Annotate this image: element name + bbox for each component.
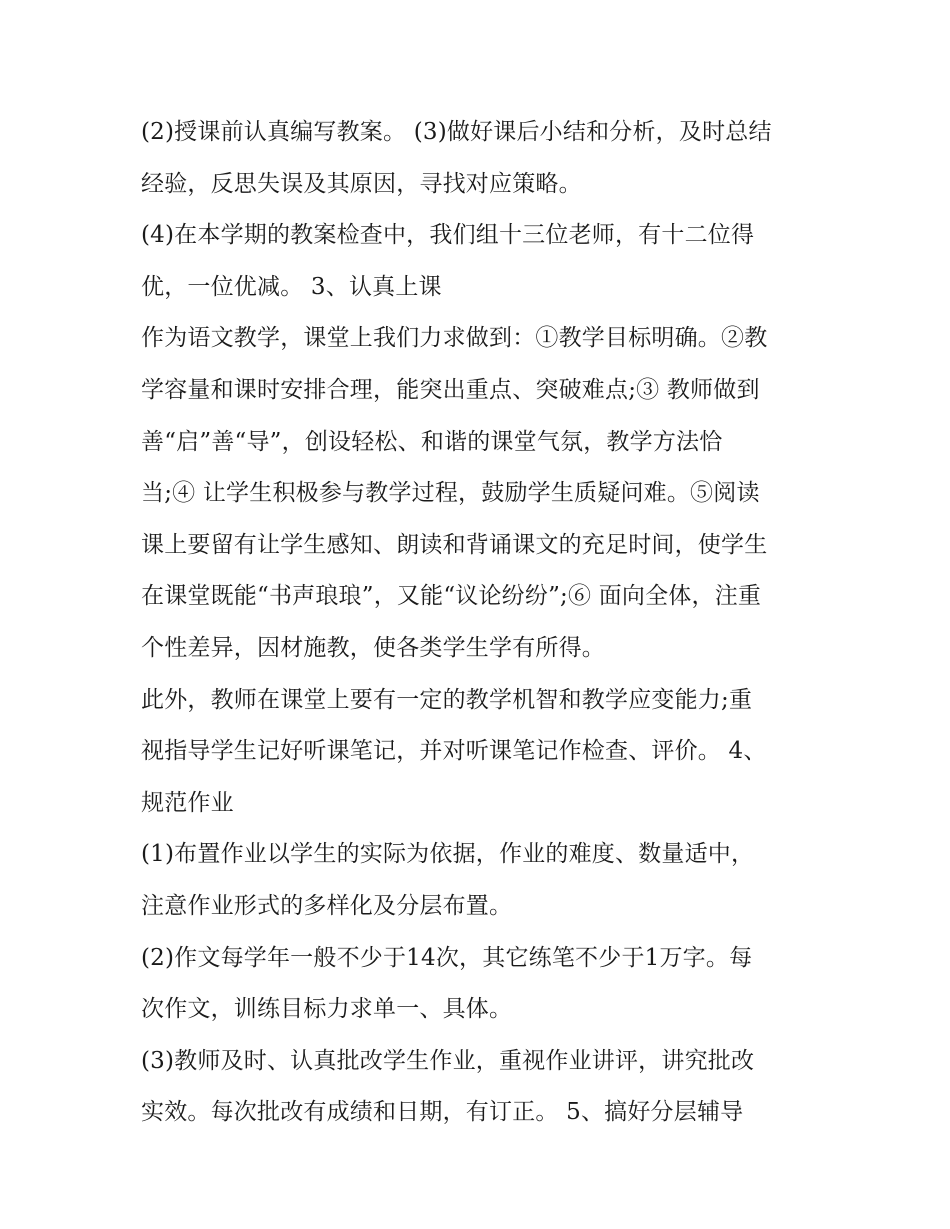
text-line: 作为语文教学，课堂上我们力求做到：①教学目标明确。②教 xyxy=(141,325,768,352)
text-line: 视指导学生记好听课笔记，并对听课笔记作检查、评价。 4、 xyxy=(141,738,767,765)
text-line: (3)教师及时、认真批改学生作业，重视作业讲评，讲究批改 xyxy=(141,1047,755,1074)
text-line: 在课堂既能“书声琅琅”，又能“议论纷纷”;⑥ 面向全体，注重 xyxy=(141,583,762,610)
text-line: 优，一位优减。 3、认真上课 xyxy=(141,273,442,300)
text-line: 经验，反思失误及其原因，寻找对应策略。 xyxy=(141,170,582,197)
text-line: (4)在本学期的教案检查中，我们组十三位老师，有十二位得 xyxy=(141,222,755,249)
text-line: 个性差异，因材施教，使各类学生学有所得。 xyxy=(141,634,605,661)
text-line: 善“启”善“导”，创设轻松、和谐的课堂气氛，教学方法恰 xyxy=(141,428,723,455)
document-body xyxy=(141,107,821,1139)
text-line: 此外，教师在课堂上要有一定的教学机智和教学应变能力;重 xyxy=(141,686,753,713)
text-line: (2)作文每学年一般不少于14次，其它练笔不少于1万字。每 xyxy=(141,944,753,971)
text-line: (2)授课前认真编写教案。 (3)做好课后小结和分析，及时总结 xyxy=(141,119,772,145)
text-line: 课上要留有让学生感知、朗读和背诵课文的充足时间，使学生 xyxy=(141,531,768,558)
text-line: 次作文，训练目标力求单一、具体。 xyxy=(141,996,513,1023)
text-line: 注意作业形式的多样化及分层布置。 xyxy=(141,892,513,919)
text-line: 实效。每次批改有成绩和日期，有订正。 5、搞好分层辅导 xyxy=(141,1099,744,1126)
text-line: (1)布置作业以学生的实际为依据，作业的难度、数量适中， xyxy=(141,841,755,868)
text-line: 学容量和课时安排合理，能突出重点、突破难点;③ 教师做到 xyxy=(141,376,760,403)
text-line: 规范作业 xyxy=(141,789,234,816)
text-line: 当;④ 让学生积极参与教学过程，鼓励学生质疑问难。⑤阅读 xyxy=(141,480,760,507)
